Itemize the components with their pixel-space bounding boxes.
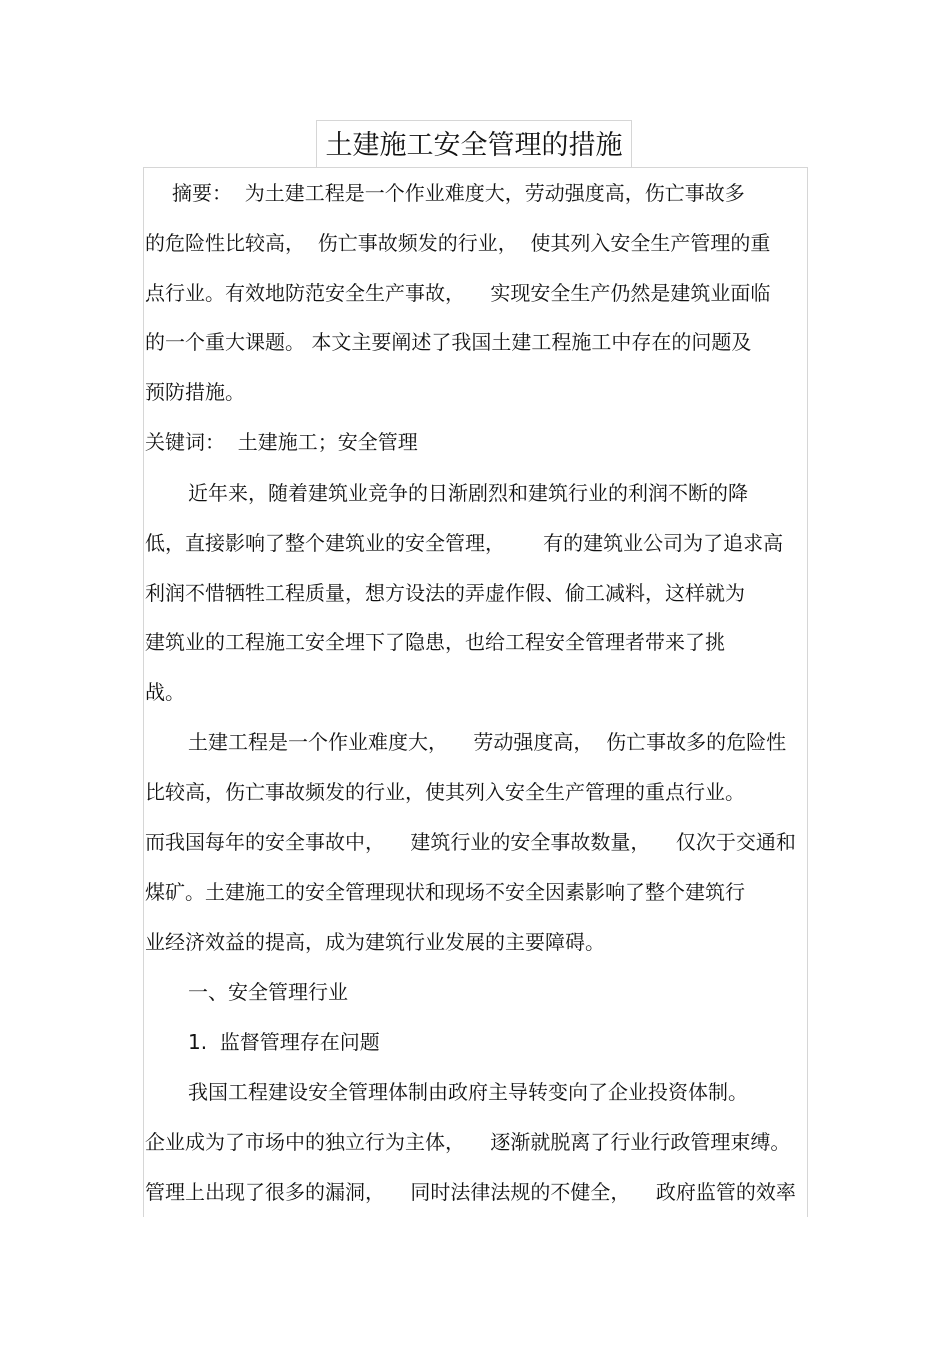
abstract-line: 的危险性比较高， 伤亡事故频发的行业， 使其列入安全生产管理的重 xyxy=(145,231,771,255)
paragraph-line: 我国工程建设安全管理体制由政府主导转变向了企业投资体制。 xyxy=(188,1080,748,1104)
paragraph-line: 煤矿。土建施工的安全管理现状和现场不安全因素影响了整个建筑行 xyxy=(145,880,745,904)
paragraph-line: 企业成为了市场中的独立行为主体， 逐渐就脱离了行业行政管理束缚。 xyxy=(145,1130,791,1154)
abstract-line: 的一个重大课题。 本文主要阐述了我国土建工程施工中存在的问题及 xyxy=(145,330,752,354)
subsection-heading: 1. 监督管理存在问题 xyxy=(188,1030,380,1054)
paragraph-line: 利润不惜牺牲工程质量，想方设法的弄虚作假、偷工减料，这样就为 xyxy=(145,581,745,605)
paragraph-line: 比较高，伤亡事故频发的行业，使其列入安全生产管理的重点行业。 xyxy=(145,780,745,804)
abstract-line: 点行业。有效地防范安全生产事故， 实现安全生产仍然是建筑业面临 xyxy=(145,281,771,305)
abstract-line: 摘要： 为土建工程是一个作业难度大，劳动强度高，伤亡事故多 xyxy=(172,181,745,205)
paragraph-line: 业经济效益的提高，成为建筑行业发展的主要障碍。 xyxy=(145,930,605,954)
paragraph-line: 而我国每年的安全事故中， 建筑行业的安全事故数量， 仅次于交通和 xyxy=(145,830,796,854)
paragraph-line: 土建工程是一个作业难度大， 劳动强度高， 伤亡事故多的危险性 xyxy=(188,730,787,754)
paragraph-line: 建筑业的工程施工安全埋下了隐患，也给工程安全管理者带来了挑 xyxy=(145,630,725,654)
abstract-line: 预防措施。 xyxy=(145,380,245,404)
content-frame xyxy=(143,167,808,1217)
keywords-line: 关键词： 土建施工；安全管理 xyxy=(145,430,418,454)
title-frame xyxy=(316,120,632,168)
paragraph-line: 管理上出现了很多的漏洞， 同时法律法规的不健全， 政府监管的效率 xyxy=(145,1180,796,1204)
section-heading: 一、安全管理行业 xyxy=(188,980,348,1004)
paragraph-line: 战。 xyxy=(145,680,185,704)
paragraph-line: 低，直接影响了整个建筑业的安全管理， 有的建筑业公司为了追求高 xyxy=(145,531,784,555)
paragraph-line: 近年来，随着建筑业竞争的日渐剧烈和建筑行业的利润不断的降 xyxy=(188,481,748,505)
document-title: 土建施工安全管理的措施 xyxy=(325,130,623,161)
